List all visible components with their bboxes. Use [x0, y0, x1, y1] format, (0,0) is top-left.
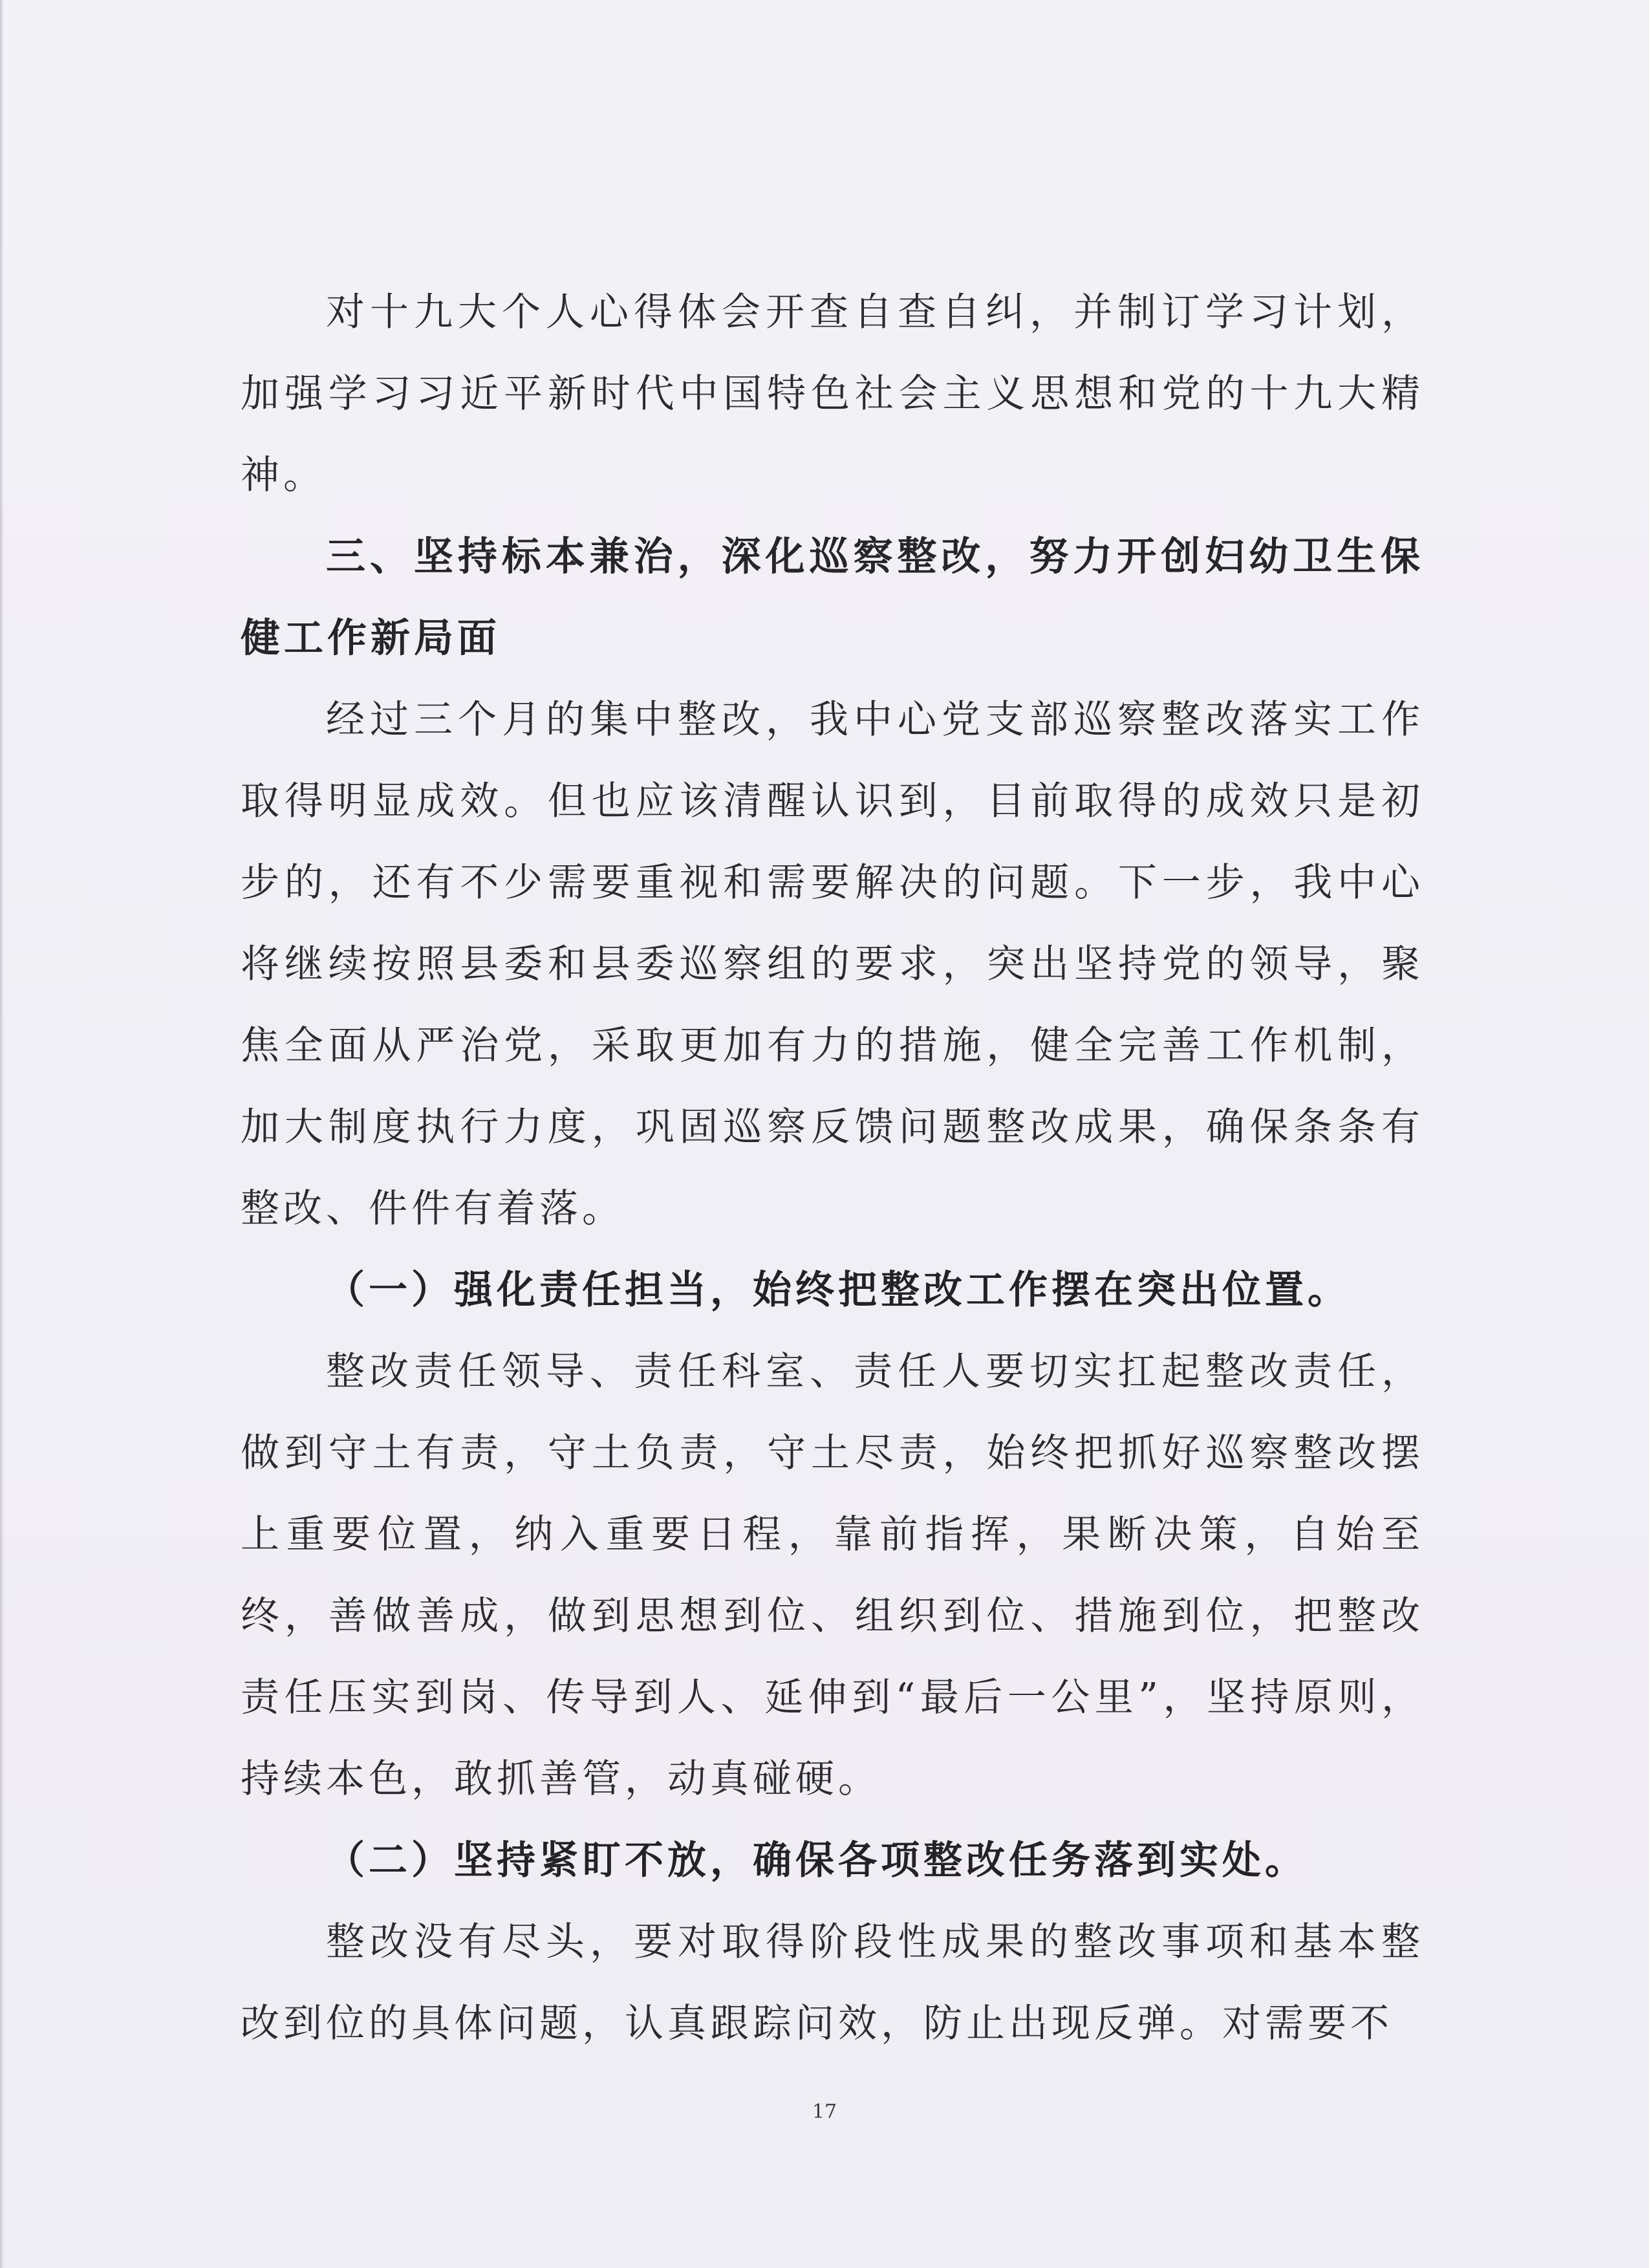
page-body — [241, 272, 1424, 2064]
subsection-1-body: 整改责任领导、责任科室、责任人要切实扛起整改责任，做到守土有责，守土负责，守土尽责，始终把抓好巡察整改摆上重要位置，纳入重要日程，靠前指挥，果断决策，自始至终，善做善成，做到思想到位、组织到位、措施到位，把整改责任压实到岗、传导到人、延伸到“最后一公里”，坚持原则，持续本色，敢抓善管，动真碰硬。 — [241, 1349, 1424, 1802]
section-3-intro: 经过三个月的集中整改，我中心党支部巡察整改落实工作取得明显成效。但也应该清醒认识到，目前取得的成效只是初步的，还有不少需要重视和需要解决的问题。下一步，我中心将继续按照县委和县委巡察组的要求，突出坚持党的领导，聚焦全面从严治党，采取更加有力的措施，健全完善工作机制，加大制度执行力度，巩固巡察反馈问题整改成果，确保条条有整改、件件有着落。 — [241, 697, 1424, 1231]
subsection-heading-1: （一）强化责任担当，始终把整改工作摆在突出位置。 — [326, 1268, 1350, 1313]
subsection-heading-2: （二）坚持紧盯不放，确保各项整改任务落到实处。 — [326, 1838, 1308, 1883]
subsection-2-body: 整改没有尽头，要对取得阶段性成果的整改事项和基本整改到位的具体问题，认真跟踪问效，防止出现反弹。对需要不 — [241, 1919, 1424, 2046]
page-edge-shadow — [0, 0, 4, 2268]
paragraph-study-plan: 对十九大个人心得体会开查自查自纠，并制订学习计划，加强学习习近平新时代中国特色社会主义思想和党的十九大精神。 — [241, 290, 1424, 498]
page-number: 17 — [812, 2101, 837, 2123]
section-heading-3: 三、坚持标本兼治，深化巡察整改，努力开创妇幼卫生保健工作新局面 — [241, 534, 1424, 661]
